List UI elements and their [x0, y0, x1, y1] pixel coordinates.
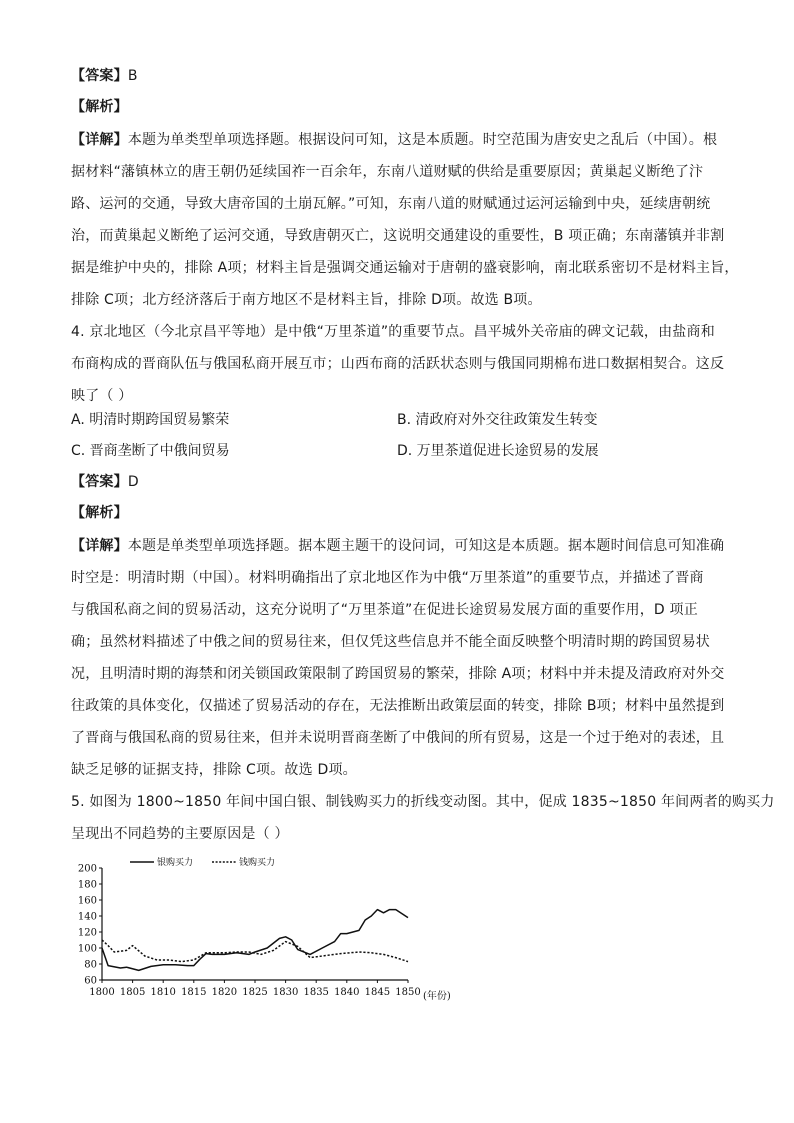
q3-detail-line-2: 据材料“藩镇林立的唐王朝仍延续国祚一百余年，东南八道财赋的供给是重要原因；黄巢起义断绝了汴 [71, 164, 704, 180]
x-tick-label: 1820 [211, 987, 238, 998]
x-tick-label: 1805 [119, 987, 146, 998]
q4-answer [71, 472, 731, 492]
answer-value: B [127, 68, 138, 84]
answer-tag: 【答案】 [71, 474, 128, 490]
q5-stem-line-2: 呈现出不同趋势的主要原因是（ ） [71, 826, 289, 842]
q4-stem-line-3: 映了（ ） [71, 388, 133, 404]
q4-detail-line-8: 缺乏足够的证据支持，排除 C项。故选 D项。 [71, 762, 357, 778]
q3-detail-line-3: 路、运河的交通，导致大唐帝国的土崩瓦解。”可知，东南八道的财赋通过运河运输到中央，延续唐朝统 [71, 196, 711, 212]
y-tick-label: 100 [77, 943, 97, 955]
q3-detail-line-4: 治，而黄巢起义断绝了运河交通，导致唐朝灭亡，这说明交通建设的重要性，B 项正确；东南藩镇并非割 [71, 228, 725, 244]
y-tick-label: 80 [84, 959, 97, 971]
x-tick-label: 1835 [303, 987, 329, 998]
x-tick-label: 1845 [364, 987, 391, 998]
q3-detail-line-6: 排除 C项；北方经济落后于南方地区不是材料主旨，排除 D项。故选 B项。 [71, 292, 542, 308]
analysis-tag: 【解析】 [71, 99, 128, 115]
answer-tag: 【答案】 [71, 68, 128, 84]
x-tick-label: 1840 [334, 987, 360, 998]
q3-detail-line-5: 据是维护中央的，排除 A项；材料主旨是强调交通运输对于唐朝的盛衰影响，南北联系密切不是材料主旨， [71, 260, 739, 276]
q4-detail-line-7: 了晋商与俄国私商的贸易往来，但并未说明晋商垄断了中俄间的所有贸易，这是一个过于绝对的表述，且 [71, 730, 725, 746]
q4-detail-line-6: 往政策的具体变化，仅描述了贸易活动的存在，无法推断出政策层面的转变，排除 B项；材料中虽然提到 [71, 698, 725, 714]
q4-option-b[interactable]: B. 清政府对外交往政策发生转变 [397, 412, 598, 428]
q3-analysis-heading [71, 97, 731, 117]
q4-detail-line-5: 况，且明清时期的海禁和闭关锁国政策限制了跨国贸易的繁荣，排除 A项；材料中并未提及清政府对外交 [71, 666, 725, 682]
silver-purchasing-power-line [102, 910, 408, 971]
q4-stem-line-2: 布商构成的晋商队伍与俄国私商开展互市；山西布商的活跃状态则与俄国同期棉布进口数据相契合。这反 [71, 356, 725, 372]
y-tick-label: 140 [77, 911, 97, 923]
x-tick-label: 1810 [150, 987, 176, 998]
x-tick-label: 1825 [242, 987, 268, 998]
detail-tag: 【详解】 [71, 132, 128, 148]
chart-series [102, 910, 408, 971]
x-tick-label: 1815 [181, 987, 207, 998]
q4-analysis-heading [71, 503, 731, 523]
q4-detail-line-3: 与俄国私商之间的贸易活动，这充分说明了“万里茶道”在促进长途贸易发展方面的重要作用，D 项正 [71, 602, 698, 618]
y-tick-labels [78, 864, 102, 987]
q4-option-d[interactable]: D. 万里茶道促进长途贸易的发展 [397, 443, 599, 459]
purchasing-power-line-chart [70, 850, 460, 1010]
x-tick-label: 1850 [395, 987, 421, 998]
q4-option-c[interactable]: C. 晋商垄断了中俄间贸易 [71, 443, 230, 459]
y-tick-label: 180 [77, 879, 97, 891]
chart-legend [130, 856, 275, 868]
q4-detail-line-2: 时空是：明清时期（中国）。材料明确指出了京北地区作为中俄“万里茶道”的重要节点，并描述了晋商 [71, 570, 704, 586]
legend-silver-label: 银购买力 [157, 858, 194, 868]
answer-value: D [127, 474, 139, 490]
q3-detail-line-1 [71, 130, 731, 150]
x-tick-labels [89, 980, 420, 998]
y-tick-label: 200 [77, 863, 97, 875]
x-axis-label: (年份) [423, 991, 451, 1002]
y-tick-label: 60 [84, 975, 97, 987]
text-span: 本题为单类型单项选择题。根据设问可知，这是本质题。时空范围为唐安史之乱后（中国）。根 [127, 132, 718, 148]
text-span: 本题是单类型单项选择题。据本题主题干的设问词，可知这是本质题。据本题时间信息可知准确 [127, 538, 725, 554]
q4-detail-line-1 [71, 536, 731, 556]
analysis-tag: 【解析】 [71, 505, 128, 521]
q4-option-a[interactable]: A. 明清时期跨国贸易繁荣 [71, 412, 230, 428]
copper-purchasing-power-line [102, 940, 408, 962]
y-tick-label: 120 [77, 927, 97, 939]
q5-stem-line-1: 5. 如图为 1800~1850 年间中国白银、制钱购买力的折线变动图。其中，促成 1835~1850 年间两者的购买力 [71, 794, 775, 810]
legend-copper-label: 钱购买力 [239, 858, 276, 868]
x-tick-label: 1800 [89, 987, 115, 998]
y-tick-label: 160 [77, 895, 97, 907]
q4-detail-line-4: 确；虽然材料描述了中俄之间的贸易往来，但仅凭这些信息并不能全面反映整个明清时期的跨国贸易状 [71, 634, 710, 650]
q4-stem-line-1: 4. 京北地区（今北京昌平等地）是中俄“万里茶道”的重要节点。昌平城外关帝庙的碑文记载，由盐商和 [71, 324, 715, 340]
q3-answer [71, 66, 731, 86]
x-tick-label: 1830 [272, 987, 299, 998]
detail-tag: 【详解】 [71, 538, 128, 554]
